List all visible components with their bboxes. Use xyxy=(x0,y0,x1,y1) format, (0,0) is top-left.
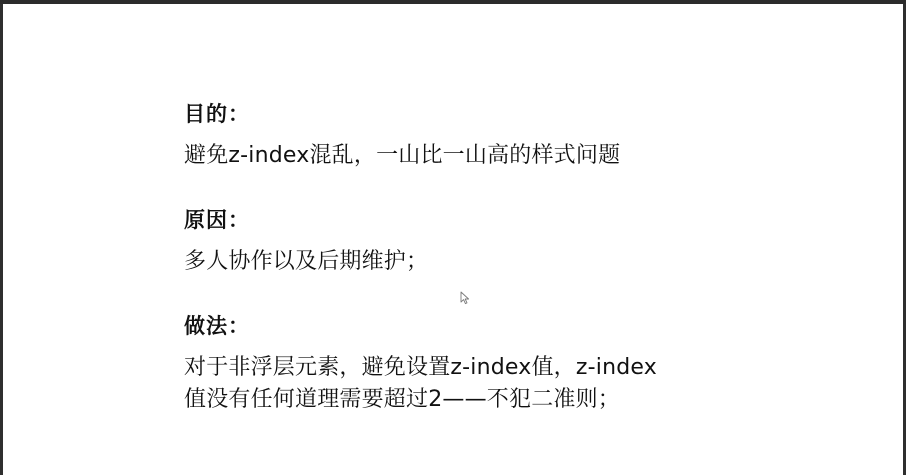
section-body-purpose: 避免z-index混乱，一山比一山高的样式问题 xyxy=(184,143,621,168)
section-heading-purpose: 目的： xyxy=(184,102,250,126)
section-heading-method: 做法： xyxy=(184,314,250,338)
presentation-frame xyxy=(0,4,906,475)
mouse-pointer-icon xyxy=(460,291,470,305)
section-body-reason: 多人协作以及后期维护； xyxy=(184,249,429,274)
section-reason xyxy=(184,206,804,278)
section-method xyxy=(184,312,804,416)
section-body-method-line-2: 值没有任何道理需要超过2——不犯二准则； xyxy=(184,387,620,412)
section-body-method xyxy=(184,352,804,416)
section-heading-reason: 原因： xyxy=(184,208,250,232)
slide xyxy=(3,4,903,475)
section-purpose xyxy=(184,100,804,172)
section-body-method-line-1: 对于非浮层元素，避免设置z-index值，z-index xyxy=(184,355,657,380)
